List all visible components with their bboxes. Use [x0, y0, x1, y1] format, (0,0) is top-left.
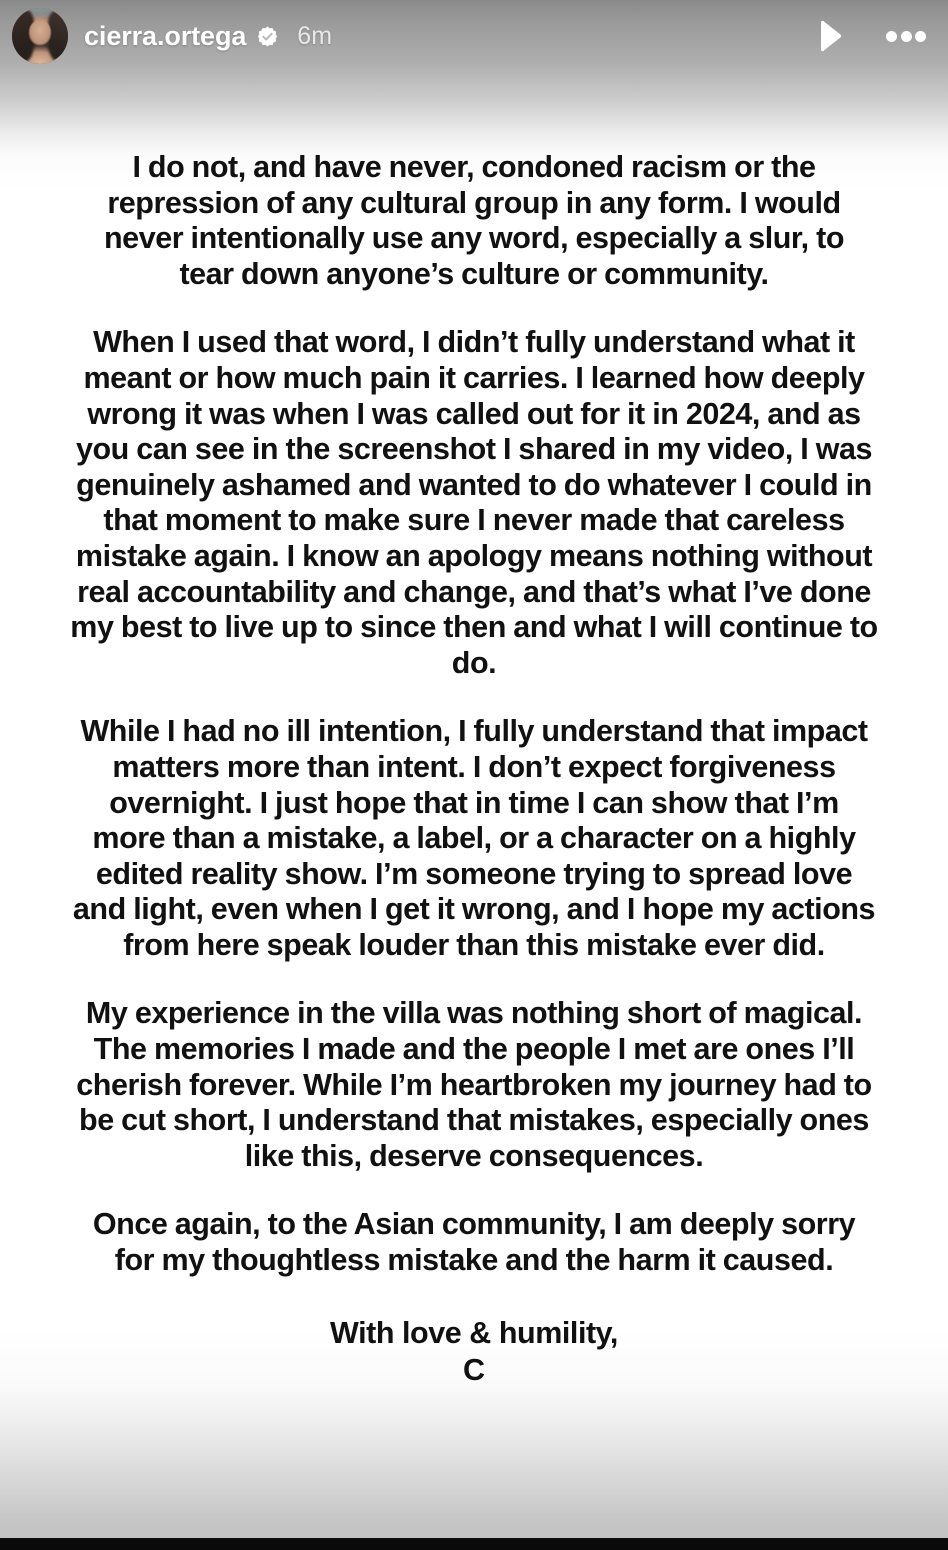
avatar-detail-right	[48, 11, 68, 60]
timestamp-label: 6m	[297, 21, 333, 50]
avatar-detail-face	[29, 20, 51, 45]
more-dot-2	[901, 31, 912, 42]
story-paragraph: I do not, and have never, condoned racism or the repression of any cultural group in any form. I would never intentionally use any word, especially a slur, to tear down anyone’s culture or community.	[104, 150, 844, 291]
signoff-initial: C	[462, 1352, 486, 1387]
story-paragraph: When I used that word, I didn’t fully understand what it meant or how much pain it carries. I learned how deeply wrong it was when I was called out for it in 2024, and as you can see in the screenshot I shared in my video, I was genuinely ashamed and wanted to do whatever I could in that moment to make sure I never made that careless mistake again. I know an apology means nothing without real accountability and change, and that’s what I’ve done my best to live up to since then and what I will continue to do.	[70, 325, 878, 680]
story-paragraph: My experience in the villa was nothing short of magical. The memories I made and the people I met are ones I’ll cherish forever. While I’m heartbroken my journey had to be cut short, I understand that mistakes, especially ones like this, deserve consequences.	[76, 996, 872, 1173]
play-icon[interactable]	[818, 20, 844, 52]
avatar[interactable]	[12, 8, 68, 64]
more-dot-3	[915, 31, 926, 42]
bottom-bar	[0, 1538, 948, 1550]
more-dot-1	[886, 31, 897, 42]
story-paragraph: While I had no ill intention, I fully understand that impact matters more than intent. I don’t expect forgiveness overnight. I just hope that in time I can show that I’m more than a mistake, a label, or a character on a highly edited reality show. I’m someone trying to spread love and light, even when I get it wrong, and I hope my actions from here speak louder than this mistake ever did.	[72, 714, 876, 962]
signoff-text: With love & humility,	[330, 1315, 618, 1350]
verified-badge-icon	[255, 24, 280, 49]
story-text-content	[62, 150, 886, 1389]
story-header	[0, 0, 948, 72]
story-paragraph: Once again, to the Asian community, I am deeply sorry for my thoughtless mistake and the harm it caused.	[92, 1207, 856, 1278]
more-options-icon[interactable]	[886, 30, 926, 42]
avatar-image	[12, 8, 68, 64]
username-label[interactable]: cierra.ortega	[84, 20, 247, 51]
